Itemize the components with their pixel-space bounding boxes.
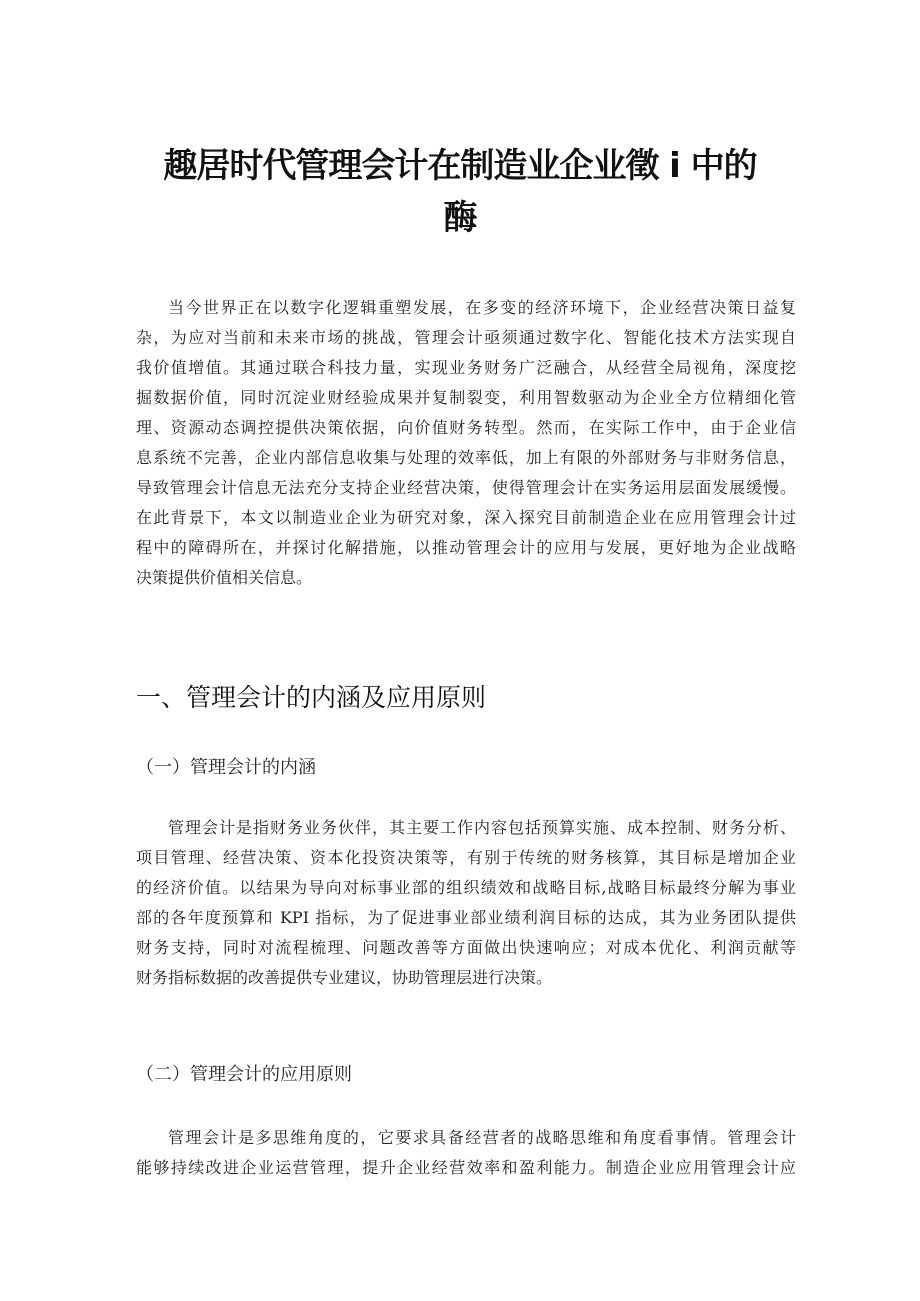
paragraph-line: 掘数据价值，同时沉淀业财经验成果并复制裂变，利用智数驱动为企业全方位精细化管 [136,388,796,407]
paragraph-line: 在此背景下，本文以制造业企业为研究对象，深入探究目前制造企业在应用管理会计过 [136,508,796,527]
section-heading: 一、管理会计的内涵及应用原则 [136,683,487,712]
paragraph-line: 我价值增值。其通过联合科技力量，实现业务财务广泛融合，从经营全局视角，深度挖 [136,358,796,377]
paragraph-line: 部的各年度预算和 KPI 指标，为了促进事业部业绩利润目标的达成，其为业务团队提供 [136,908,796,927]
paragraph-line: 管理会计是指财务业务伙伴，其主要工作内容包括预算实施、成本控制、财务分析、 [168,818,796,837]
principles-paragraph [136,1123,796,1183]
paragraph-line: 能够持续改进企业运营管理，提升企业经营效率和盈利能力。制造企业应用管理会计应 [136,1158,796,1177]
definition-paragraph [136,813,796,993]
subsection-heading: （二）管理会计的应用原则 [136,1064,352,1085]
intro-paragraph [136,293,796,593]
document-title-line-2: 酶 [443,198,477,238]
paragraph-line: 财务支持，同时对流程梳理、问题改善等方面做出快速响应；对成本优化、利润贡献等 [136,938,796,957]
paragraph-line: 财务指标数据的改善提供专业建议，协助管理层进行决策。 [136,968,553,987]
paragraph-line: 管理会计是多思维角度的，它要求具备经营者的战略思维和角度看事情。管理会计 [168,1128,796,1147]
paragraph-line: 项目管理、经营决策、资本化投资决策等，有别于传统的财务核算，其目标是增加企业 [136,848,796,867]
subsection-heading: （一）管理会计的内涵 [136,757,316,778]
paragraph-line: 理、资源动态调控提供决策依据，向价值财务转型。然而，在实际工作中，由于企业信 [136,418,796,437]
paragraph-line: 的经济价值。以结果为导向对标事业部的组织绩效和战略目标,战略目标最终分解为事业 [136,878,796,897]
paragraph-line: 息系统不完善，企业内部信息收集与处理的效率低，加上有限的外部财务与非财务信息， [136,448,796,467]
paragraph-line: 程中的障碍所在，并探讨化解措施，以推动管理会计的应用与发展，更好地为企业战略 [136,538,796,557]
paragraph-line: 杂，为应对当前和未来市场的挑战，管理会计亟须通过数字化、智能化技术方法实现自 [136,328,796,347]
paragraph-line: 决策提供价值相关信息。 [136,568,313,587]
paragraph-line: 当今世界正在以数字化逻辑重塑发展，在多变的经济环境下，企业经营决策日益复 [168,298,796,317]
paragraph-line: 导致管理会计信息无法充分支持企业经营决策，使得管理会计在实务运用层面发展缓慢。 [136,478,796,497]
document-title-line-1: 趣居时代管理会计在制造业企业徵 i 中的 [163,146,757,186]
